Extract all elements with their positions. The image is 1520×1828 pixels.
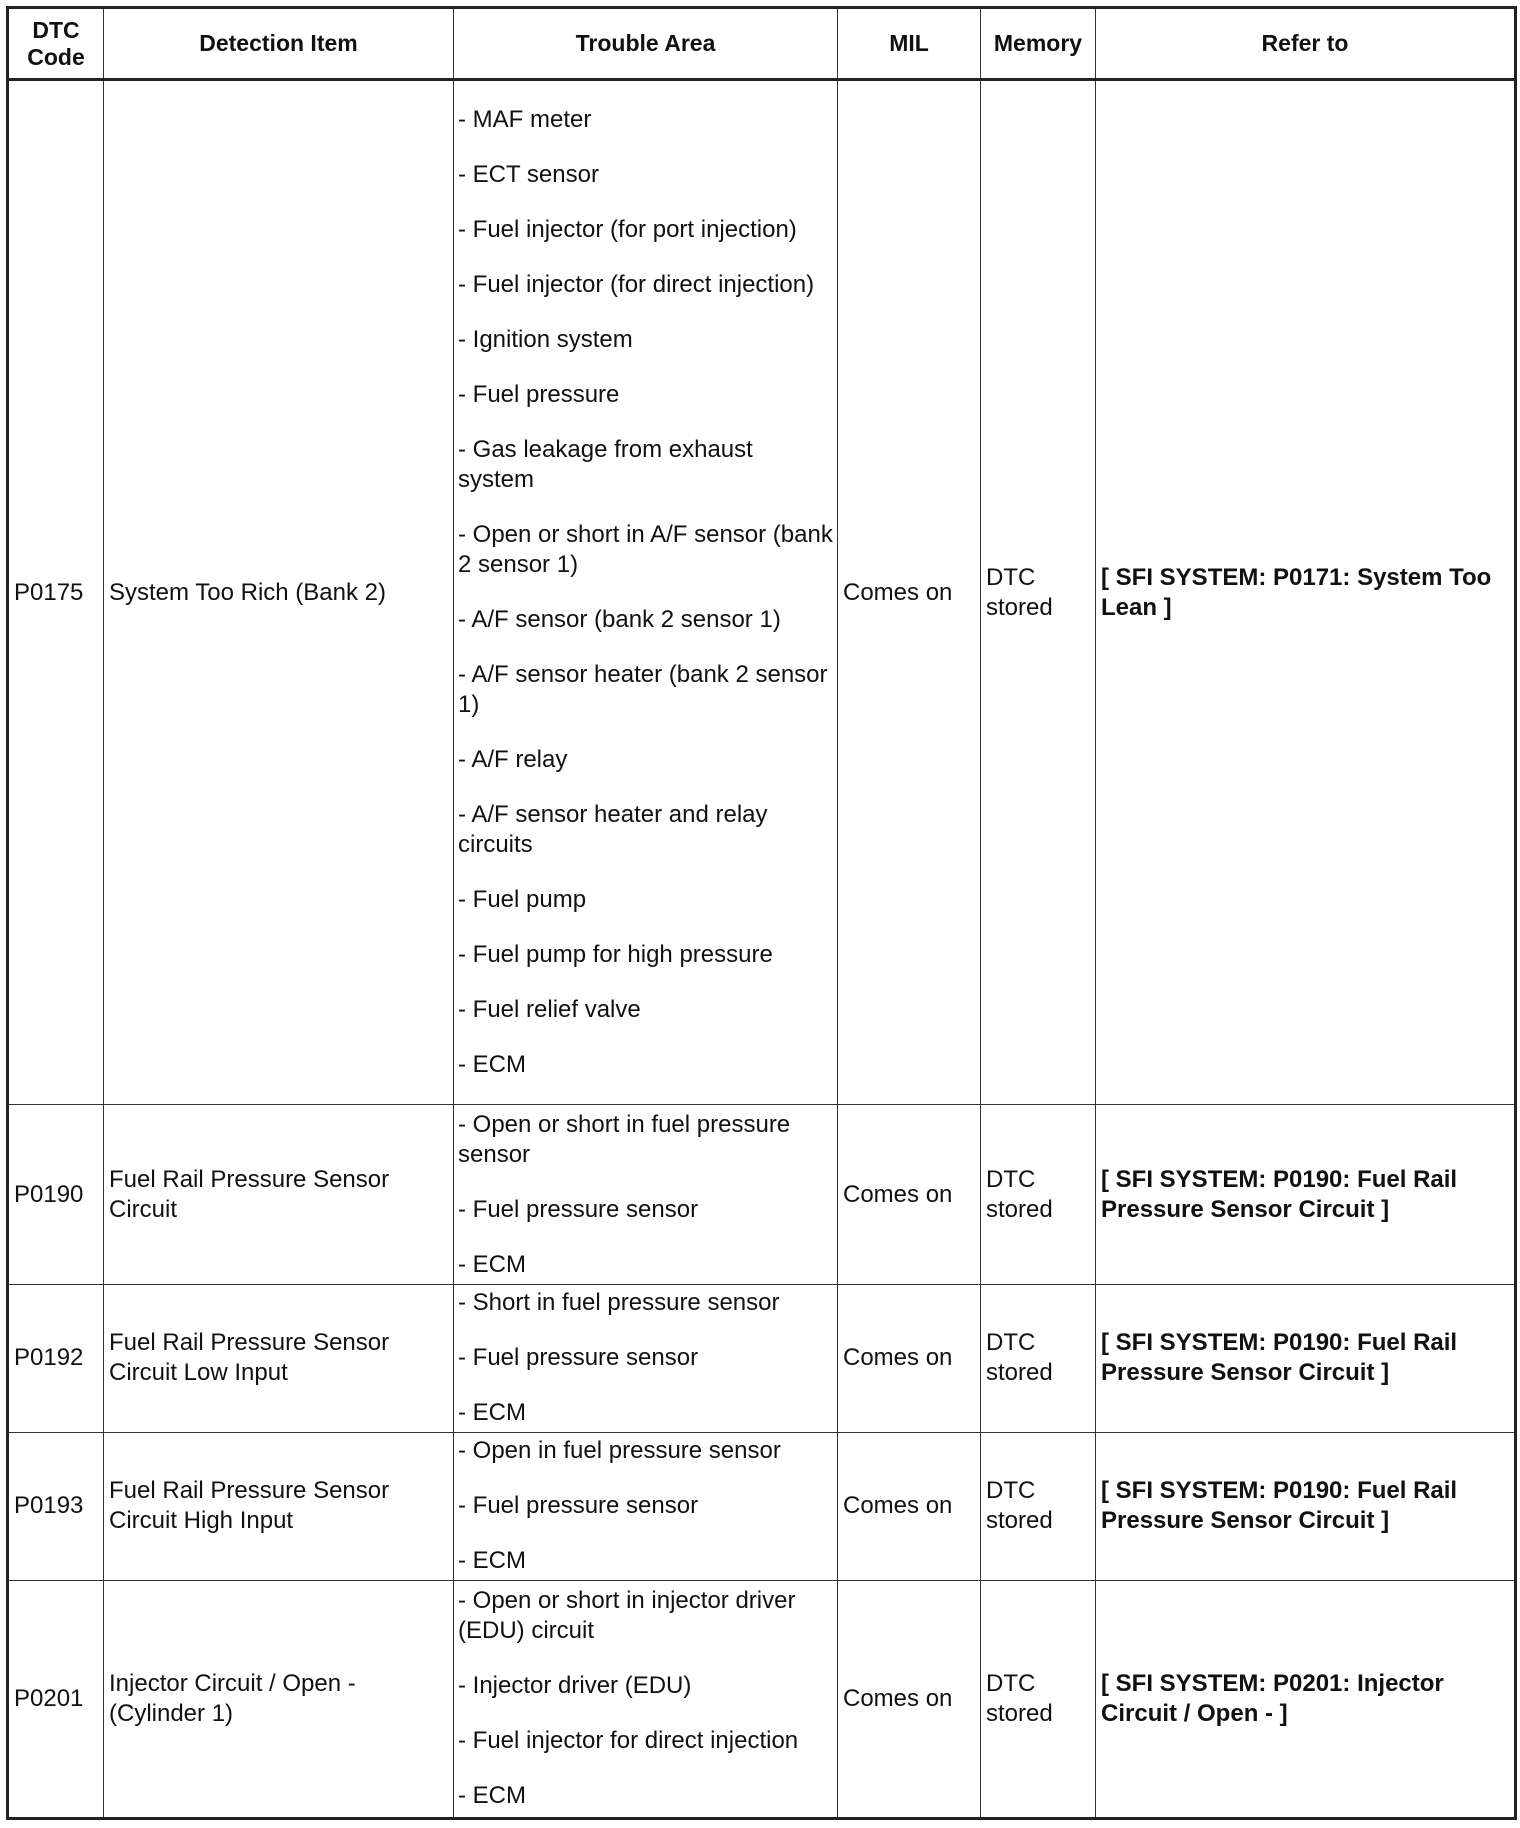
- header-row: [8, 8, 1516, 80]
- trouble-area-item: - ECM: [458, 1250, 526, 1278]
- dtc-code-cell: P0193: [8, 1432, 104, 1580]
- trouble-area-item: - Short in fuel pressure sensor: [458, 1289, 780, 1317]
- detection-item-cell: Fuel Rail Pressure Sensor Circuit: [104, 1105, 454, 1284]
- trouble-area-item: - Fuel pump: [458, 886, 587, 914]
- trouble-area-cell: [454, 1432, 838, 1580]
- trouble-area-item: - A/F sensor heater (bank 2 sensor 1): [458, 661, 828, 719]
- mil-cell: Comes on: [838, 80, 981, 1105]
- trouble-area-item: - Fuel pressure sensor: [458, 1195, 699, 1223]
- trouble-area-item: - Fuel injector (for port injection): [458, 216, 797, 244]
- trouble-area-item: - Fuel injector (for direct injection): [458, 271, 815, 299]
- header-detection-item: Detection Item: [104, 8, 454, 80]
- trouble-area-item: - A/F sensor (bank 2 sensor 1): [458, 606, 781, 634]
- table-row: [8, 80, 1516, 1105]
- header-dtc-code-line2: Code: [27, 43, 85, 70]
- trouble-area-cell: [454, 80, 838, 1105]
- trouble-area-item: - ECM: [458, 1782, 526, 1810]
- detection-item-cell: Fuel Rail Pressure Sensor Circuit High Input: [104, 1432, 454, 1580]
- header-mil: MIL: [838, 8, 981, 80]
- mil-cell: Comes on: [838, 1284, 981, 1432]
- memory-cell: DTC stored: [981, 80, 1096, 1105]
- memory-cell: DTC stored: [981, 1580, 1096, 1818]
- memory-cell: DTC stored: [981, 1105, 1096, 1284]
- table-row: [8, 1432, 1516, 1580]
- table-row: [8, 1284, 1516, 1432]
- trouble-area-item: - A/F sensor heater and relay circuits: [458, 801, 768, 859]
- trouble-area-item: - Fuel pressure: [458, 381, 620, 409]
- dtc-code-cell: P0175: [8, 80, 104, 1105]
- trouble-area-item: - Open or short in injector driver (EDU) circuit: [458, 1587, 796, 1645]
- header-dtc-code: [8, 8, 104, 80]
- trouble-area-item: - Fuel injector for direct injection: [458, 1727, 799, 1755]
- mil-cell: Comes on: [838, 1432, 981, 1580]
- detection-item-cell: System Too Rich (Bank 2): [104, 80, 454, 1105]
- trouble-area-item: - Open or short in A/F sensor (bank 2 sensor 1): [458, 521, 833, 579]
- header-refer-to: Refer to: [1096, 8, 1516, 80]
- trouble-area-item: - Ignition system: [458, 326, 633, 354]
- trouble-area-cell: [454, 1105, 838, 1284]
- trouble-area-item: - ECM: [458, 1051, 526, 1079]
- trouble-area-item: - Fuel relief valve: [458, 996, 641, 1024]
- trouble-area-item: - ECT sensor: [458, 161, 599, 189]
- mil-cell: Comes on: [838, 1580, 981, 1818]
- dtc-code-cell: P0190: [8, 1105, 104, 1284]
- header-trouble-area: Trouble Area: [454, 8, 838, 80]
- memory-cell: DTC stored: [981, 1284, 1096, 1432]
- refer-to-cell: [ SFI SYSTEM: P0190: Fuel Rail Pressure Sensor Circuit ]: [1096, 1284, 1516, 1432]
- trouble-area-item: - ECM: [458, 1547, 526, 1575]
- trouble-area-cell: [454, 1284, 838, 1432]
- trouble-area-cell: [454, 1580, 838, 1818]
- trouble-area-item: - MAF meter: [458, 106, 592, 134]
- detection-item-cell: Injector Circuit / Open - (Cylinder 1): [104, 1580, 454, 1818]
- trouble-area-item: - Open or short in fuel pressure sensor: [458, 1110, 791, 1168]
- dtc-code-cell: P0192: [8, 1284, 104, 1432]
- dtc-table-body: [8, 80, 1516, 1819]
- memory-cell: DTC stored: [981, 1432, 1096, 1580]
- dtc-code-cell: P0201: [8, 1580, 104, 1818]
- header-memory: Memory: [981, 8, 1096, 80]
- trouble-area-item: - Fuel pressure sensor: [458, 1492, 699, 1520]
- trouble-area-item: - Open in fuel pressure sensor: [458, 1437, 781, 1465]
- trouble-area-item: - Gas leakage from exhaust system: [458, 436, 753, 494]
- detection-item-cell: Fuel Rail Pressure Sensor Circuit Low Input: [104, 1284, 454, 1432]
- header-dtc-code-line1: DTC: [32, 16, 80, 43]
- trouble-area-item: - Fuel pressure sensor: [458, 1344, 699, 1372]
- trouble-area-item: - ECM: [458, 1399, 526, 1427]
- trouble-area-item: - Fuel pump for high pressure: [458, 941, 773, 969]
- refer-to-cell: [ SFI SYSTEM: P0190: Fuel Rail Pressure Sensor Circuit ]: [1096, 1432, 1516, 1580]
- refer-to-cell: [ SFI SYSTEM: P0190: Fuel Rail Pressure Sensor Circuit ]: [1096, 1105, 1516, 1284]
- trouble-area-item: - Injector driver (EDU): [458, 1672, 692, 1700]
- table-row: [8, 1580, 1516, 1818]
- refer-to-cell: [ SFI SYSTEM: P0171: System Too Lean ]: [1096, 80, 1516, 1105]
- table-row: [8, 1105, 1516, 1284]
- mil-cell: Comes on: [838, 1105, 981, 1284]
- trouble-area-item: - A/F relay: [458, 746, 568, 774]
- dtc-table: [6, 6, 1517, 1820]
- refer-to-cell: [ SFI SYSTEM: P0201: Injector Circuit / Open - ]: [1096, 1580, 1516, 1818]
